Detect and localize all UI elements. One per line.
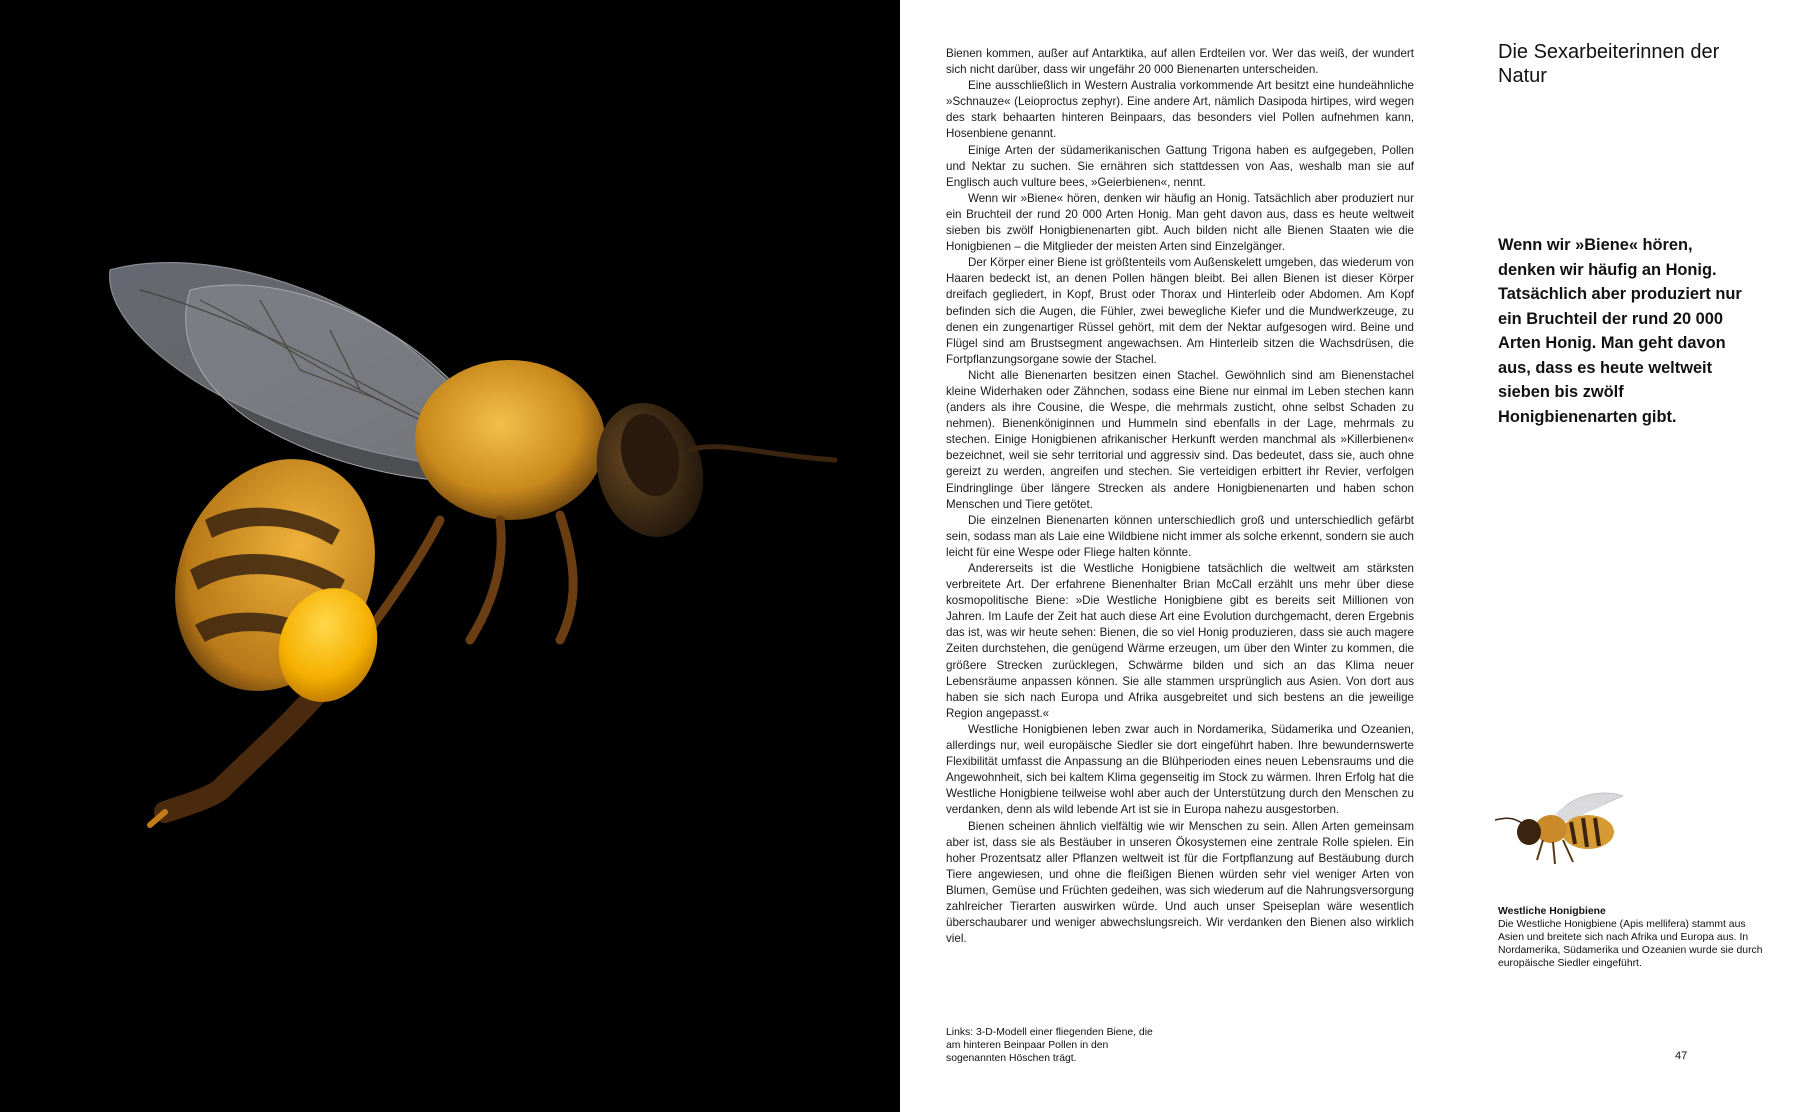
- caption-right: [1498, 905, 1763, 970]
- caption-right-title: Westliche Honigbiene: [1498, 906, 1606, 917]
- paragraph: Nicht alle Bienenarten besitzen einen Stachel. Gewöhnlich sind am Bienenstachel kleine Widerhaken oder Zähnchen, sodass eine Biene nur einmal im Leben stechen kann (anders als ihre Cousine, die Wespe, die mehrmals zusticht, ohne selbst Schaden zu nehmen). Bienenköniginnen und Hummeln sind ebenfalls in der Lage, mehrmals zu stechen. Einige Honigbienen afrikanischer Herkunft werden manchmal als »Killerbienen« bezeichnet, weil sie sehr territorial und aggressiv sind. Das bedeutet, dass sie, auch ohne gereizt zu werden, angreifen und stechen. Sie verteidigen erbittert ihr Revier, verfolgen Eindringlinge über längere Strecken als andere Honigbienenarten und haben schon Menschen und Tiere getötet.: [946, 368, 1414, 511]
- bee-thorax: [415, 360, 605, 520]
- bee-hind-leg: [165, 690, 320, 812]
- chapter-title: Die Sexarbeiterinnen der Natur: [1498, 41, 1720, 87]
- bee-antenna: [690, 447, 835, 460]
- page-number: 47: [1675, 1050, 1688, 1062]
- body-text: [946, 46, 1414, 947]
- paragraph: Westliche Honigbienen leben zwar auch in Nordamerika, Südamerika und Ozeanien, allerdings nur, weil europäische Siedler sie dort eingeführt haben. Ihre bewundernswerte Flexibilität umfasst die Anpassung an die Blühperioden eines neuen Lebensraums und die Angewohnheit, sich bei kaltem Klima gegenseitig im Stock zu wärmen. Ihren Erfolg hat die Westliche Honigbiene teilweise wohl aber auch der Unterstützung durch den Menschen zu verdanken, denn als wild lebende Art ist sie in Europa nahezu ausgestorben.: [946, 722, 1414, 817]
- paragraph: Bienen kommen, außer auf Antarktika, auf allen Erdteilen vor. Wer das weiß, der wundert sich nicht darüber, dass wir ungefähr 20 000 Bienenarten unterscheiden.: [946, 47, 1414, 77]
- pull-quote: Wenn wir »Biene« hören, denken wir häufig an Honig. Tatsächlich aber produziert nur ein Bruchteil der rund 20 000 Arten Honig. Man geht davon aus, dass es heute weltweit sieben bis zwölf Honigbienenarten gibt.: [1498, 236, 1742, 426]
- paragraph: Eine ausschließlich in Western Australia vorkommende Art besitzt eine hundeähnliche »Schnauze« (Leioproctus zephyr). Eine andere Art, nämlich Dasipoda hirtipes, wird wegen des stark behaarten hinteren Beinpaars, das besonders viel Pollen aufnehmen kann, Hosenbiene genannt.: [946, 79, 1414, 141]
- paragraph: Bienen scheinen ähnlich vielfältig wie wir Menschen zu sein. Allen Arten gemeinsam aber ist, dass sie als Bestäuber in unseren Ökosystemen eine zentrale Rolle spielen. Ein hoher Prozentsatz aller Pflanzen weltweit ist für die Fortpflanzung auf Bestäubung durch Tiere angewiesen, und ohne die fleißigen Bienen würden sehr viel weniger Arten von Blumen, Gemüse und Früchten gedeihen, was sich wiederum auf die Nahrungsversorgung zahlreicher Tierarten auswirken würde. Und auch unser Speiseplan wäre wesentlich überschaubarer und weniger abwechslungsreich. Wir verdanken den Bienen also wirklich viel.: [946, 819, 1414, 946]
- paragraph: Die einzelnen Bienenarten können unterschiedlich groß und unterschiedlich gefärbt sein, sodass man als Laie eine Wildbiene nicht immer als solche erkennt, sondern sie auch leicht für eine Wespe oder Fliege halten könnte.: [946, 513, 1414, 559]
- caption-left: Links: 3-D-Modell einer fliegenden Biene, die am hinteren Beinpaar Pollen in den sogenannten Höschen trägt.: [946, 1027, 1153, 1064]
- text-page-right: [900, 0, 1800, 1112]
- standing-honeybee-illustration: [1463, 774, 1633, 874]
- paragraph: Der Körper einer Biene ist größtenteils vom Außenskelett umgeben, das wiederum von Haaren bedeckt ist, an denen Pollen hängen bleibt. Bei allen Bienen ist dieser Körper dreifach gegliedert, in Kopf, Brust oder Thorax und Hinterleib oder Abdomen. Am Kopf befinden sich die Augen, die Fühler, zwei bewegliche Kiefer und die Mundwerkzeuge, zu denen ein zungenartiger Rüssel gehört, mit dem der Nektar aufgesogen wird. Beine und Flügel sind am Brustsegment angewachsen. Am Hinterleib sitzen die Wachsdrüsen, die Fortpflanzungsorgane sowie der Stachel.: [946, 256, 1414, 366]
- paragraph: Wenn wir »Biene« hören, denken wir häufig an Honig. Tatsächlich aber produziert nur ein Bruchteil der rund 20 000 Arten Honig. Man geht davon aus, dass es heute weltweit sieben bis zwölf Honigbienenarten gibt. Auch bilden nicht alle Bienen Staaten wie die Honigbienen – die Mitglieder der meisten Arten sind Einzelgänger.: [946, 191, 1414, 254]
- caption-right-text: Die Westliche Honigbiene (Apis mellifera) stammt aus Asien und breitete sich nach Afrika und Europa aus. In Nordamerika, Südamerika und Ozeanien wurde sie durch europäische Siedler eingeführt.: [1498, 919, 1763, 969]
- paragraph: Einige Arten der südamerikanischen Gattung Trigona haben es aufgegeben, Pollen und Nektar zu suchen. Sie ernähren sich stattdessen von Aas, weshalb man sie auf Englisch auch vulture bees, »Geierbienen«, nennt.: [946, 143, 1414, 189]
- paragraph: Andererseits ist die Westliche Honigbiene tatsächlich die weltweit am stärksten verbreitete Art. Der erfahrene Bienenhalter Brian McCall erzählt uns mehr über diese kosmopolitische Biene: »Die Westliche Honigbiene gibt es bereits seit Millionen von Jahren. Im Laufe der Zeit hat auch diese Art eine Evolution durchgemacht, deren Ergebnis das ist, was wir heute sehen: Bienen, die so viel Honig produzieren, dass sie auch magere Zeiten durchstehen, die genügend Wärme erzeugen, um über den Winter zu kommen, die größere Strecken zurücklegen, Schwärme bilden und sich an das Klima neuer Lebensräume anpassen können. Sie alle stammen ursprünglich aus Asien. Von dort aus haben sie sich nach Europa und Afrika ausgebreitet und sich bestens an die jeweilige Region angepasst.«: [946, 562, 1414, 720]
